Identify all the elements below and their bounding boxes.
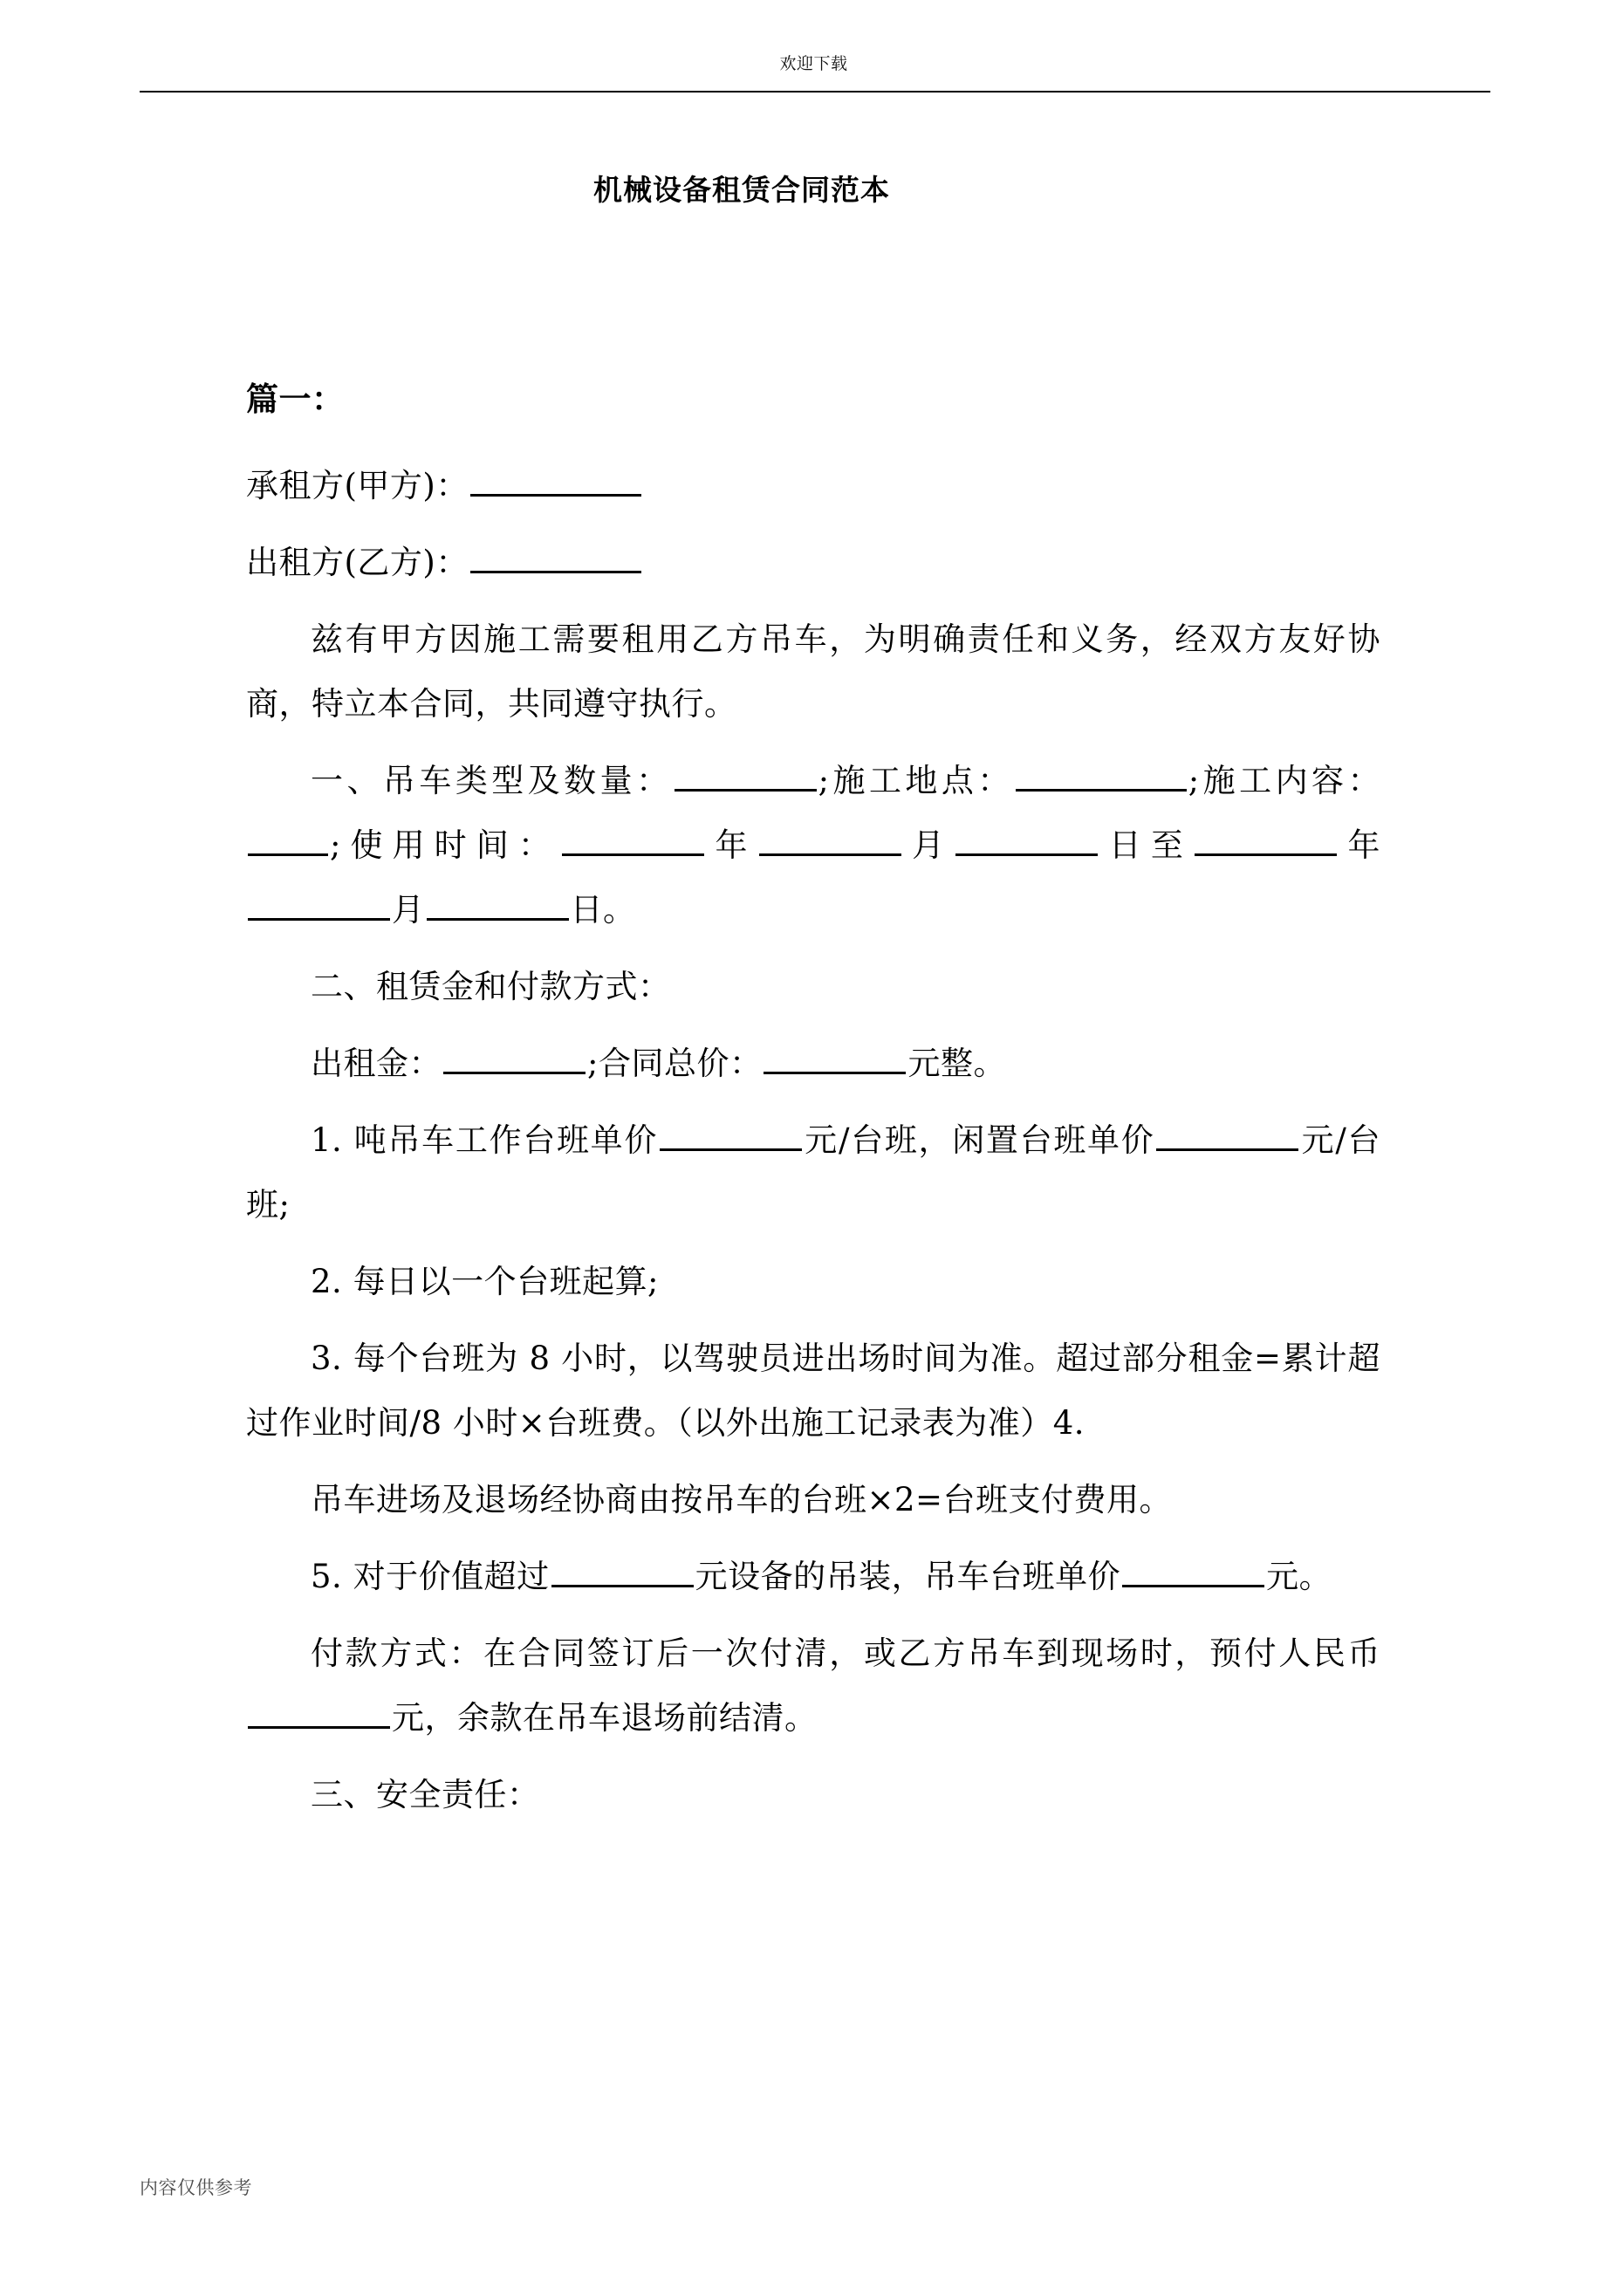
header-divider-rule	[140, 91, 1490, 93]
party-lessee-line	[246, 454, 1380, 518]
clause-two-heading: 二、租赁金和付款方式：	[311, 968, 671, 1005]
header-watermark-text: 欢迎下载	[779, 54, 848, 73]
party-lessee-blank[interactable]	[470, 464, 641, 497]
clause-one-part-b: ;施工地点：	[818, 762, 1014, 799]
clause-one-part-d: ;使用时间：	[330, 826, 560, 864]
start-year-blank[interactable]	[562, 824, 704, 856]
clause-one-part-c: ;施工内容：	[1188, 762, 1381, 799]
party-lessor-blank[interactable]	[470, 541, 641, 573]
end-month-blank[interactable]	[248, 888, 390, 921]
contract-total-label: ;合同总价：	[587, 1045, 763, 1082]
clause-three-heading: 三、安全责任：	[311, 1776, 540, 1813]
rent-amount-line	[246, 1031, 1380, 1096]
clause-one-day-to: 日至	[1099, 826, 1193, 864]
page-footer	[140, 2175, 1488, 2201]
party-lessee-label: 承租方(甲方)：	[246, 467, 469, 504]
crane-shift-price-blank[interactable]	[1122, 1555, 1264, 1587]
start-month-blank[interactable]	[759, 824, 901, 856]
crane-type-quantity-blank[interactable]	[675, 759, 817, 792]
clause-two-item-5	[246, 1545, 1380, 1609]
clause-one-month-1: 月	[902, 826, 955, 864]
end-day-blank[interactable]	[427, 888, 569, 921]
rent-amount-blank[interactable]	[443, 1042, 586, 1074]
clause-two-item-4: 吊车进场及退场经协商由按吊车的台班×2=台班支付费用。	[311, 1481, 1173, 1518]
clause-two-item-1	[246, 1108, 1380, 1237]
payment-method-part-b: 元，余款在吊车退场前结清。	[392, 1699, 818, 1737]
working-shift-price-blank[interactable]	[660, 1119, 802, 1151]
payment-method-paragraph	[246, 1621, 1380, 1751]
clause-one-part-a: 一、吊车类型及数量：	[311, 762, 673, 799]
document-content	[246, 367, 1380, 1840]
item1-part-b: 元/台班，闲置台班单价	[804, 1121, 1155, 1159]
item5-part-b: 元设备的吊装，吊车台班单价	[695, 1558, 1121, 1595]
party-lessor-label: 出租方(乙方)：	[246, 544, 469, 581]
document-title: 机械设备租赁合同范本	[593, 173, 890, 207]
clause-one-year-1: 年	[705, 826, 757, 864]
clause-two-item-2: 2. 每日以一个台班起算;	[311, 1263, 660, 1300]
item1-part-c: 元/台班;	[246, 1121, 1381, 1223]
clause-one-day-end: 日。	[570, 891, 636, 929]
page-header	[140, 52, 1488, 93]
equipment-value-threshold-blank[interactable]	[551, 1555, 694, 1587]
construction-site-blank[interactable]	[1016, 759, 1187, 792]
preamble-paragraph: 兹有甲方因施工需要租用乙方吊车，为明确责任和义务，经双方友好协商，特立本合同，共同遵守执行。	[246, 620, 1380, 723]
item5-part-a: 5. 对于价值超过	[311, 1558, 550, 1595]
rent-amount-label: 出租金：	[311, 1045, 442, 1082]
clause-one-paragraph	[246, 749, 1380, 942]
clause-one-month-2: 月	[392, 891, 425, 929]
contract-total-blank[interactable]	[764, 1042, 906, 1074]
construction-content-blank[interactable]	[248, 824, 328, 856]
footer-note-text: 内容仅供参考	[140, 2177, 252, 2198]
spacer	[246, 443, 1380, 454]
clause-one-year-2: 年	[1338, 826, 1381, 864]
start-day-blank[interactable]	[955, 824, 1098, 856]
item5-part-c: 元。	[1266, 1558, 1332, 1595]
section-label-pian-yi: 篇一：	[246, 380, 345, 418]
contract-total-suffix: 元整。	[907, 1045, 1006, 1082]
prepayment-amount-blank[interactable]	[248, 1696, 390, 1729]
idle-shift-price-blank[interactable]	[1156, 1119, 1298, 1151]
item1-part-a: 1. 吨吊车工作台班单价	[311, 1121, 659, 1159]
end-year-blank[interactable]	[1195, 824, 1337, 856]
clause-two-item-3: 3. 每个台班为 8 小时，以驾驶员进出场时间为准。超过部分租金=累计超过作业时间/8 小时×台班费。（以外出施工记录表为准）4.	[246, 1340, 1380, 1442]
payment-method-part-a: 付款方式：在合同签订后一次付清，或乙方吊车到现场时，预付人民币	[311, 1635, 1380, 1672]
party-lessor-line	[246, 531, 1380, 595]
